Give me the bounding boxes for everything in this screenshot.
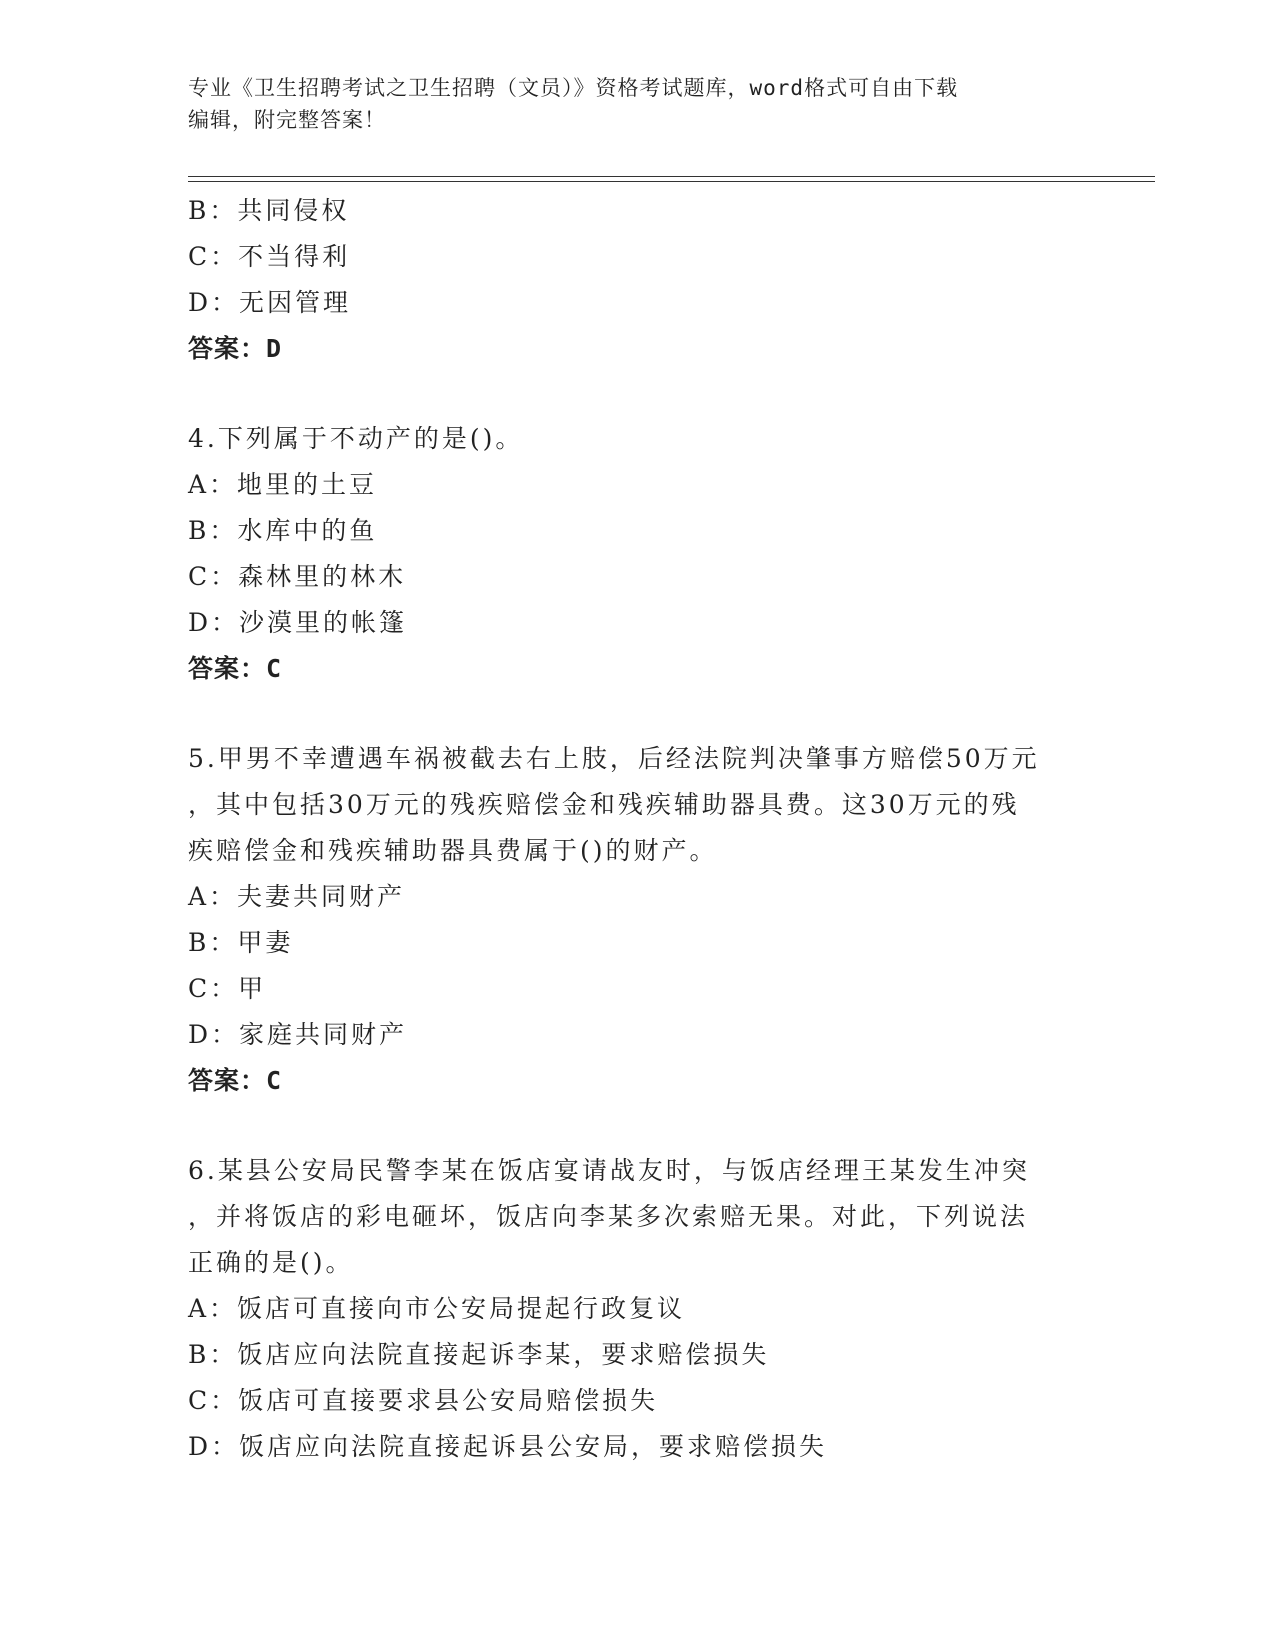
question-text <box>188 1148 1088 1286</box>
answer: 答案：C <box>188 1066 283 1095</box>
question-5 <box>188 736 1088 1104</box>
option-c: C：不当得利 <box>188 242 351 271</box>
question-line: 5.甲男不幸遭遇车祸被截去右上肢，后经法院判决肇事方赔偿50万元 <box>188 744 1040 773</box>
question-line: ，其中包括30万元的残疾赔偿金和残疾辅助器具费。这30万元的残 <box>188 790 1020 819</box>
option-b: B：饭店应向法院直接起诉李某，要求赔偿损失 <box>188 1340 770 1369</box>
answer: 答案：C <box>188 654 283 683</box>
question-text <box>188 736 1088 874</box>
option-b: B：水库中的鱼 <box>188 516 378 545</box>
document-header <box>188 72 1088 136</box>
header-divider-bottom <box>188 181 1155 182</box>
header-divider-top <box>188 176 1155 177</box>
option-d: D：饭店应向法院直接起诉县公安局，要求赔偿损失 <box>188 1432 828 1461</box>
option-d: D：无因管理 <box>188 288 352 317</box>
answer: 答案：D <box>188 334 283 363</box>
option-b: B：共同侵权 <box>188 196 350 225</box>
option-a: A：地里的土豆 <box>188 470 378 499</box>
header-line-2: 编辑，附完整答案！ <box>188 108 386 132</box>
question-line: 6.某县公安局民警李某在饭店宴请战友时，与饭店经理王某发生冲突 <box>188 1156 1030 1185</box>
question-4 <box>188 416 1088 692</box>
question-text: 4.下列属于不动产的是()。 <box>188 424 524 453</box>
question-list <box>188 188 1088 1470</box>
question-line: ，并将饭店的彩电砸坏，饭店向李某多次索赔无果。对此，下列说法 <box>188 1202 1029 1231</box>
header-line-1: 专业《卫生招聘考试之卫生招聘（文员）》资格考试题库，word格式可自由下载 <box>188 76 959 100</box>
question-line: 正确的是()。 <box>188 1248 354 1277</box>
option-c: C：森林里的林木 <box>188 562 407 591</box>
question-3 <box>188 188 1088 372</box>
option-c: C：甲 <box>188 974 267 1003</box>
option-b: B：甲妻 <box>188 928 294 957</box>
option-a: A：饭店可直接向市公安局提起行政复议 <box>188 1294 686 1323</box>
option-d: D：沙漠里的帐篷 <box>188 608 408 637</box>
question-line: 疾赔偿金和残疾辅助器具费属于()的财产。 <box>188 836 718 865</box>
option-a: A：夫妻共同财产 <box>188 882 406 911</box>
question-6 <box>188 1148 1088 1470</box>
option-c: C：饭店可直接要求县公安局赔偿损失 <box>188 1386 659 1415</box>
option-d: D：家庭共同财产 <box>188 1020 408 1049</box>
